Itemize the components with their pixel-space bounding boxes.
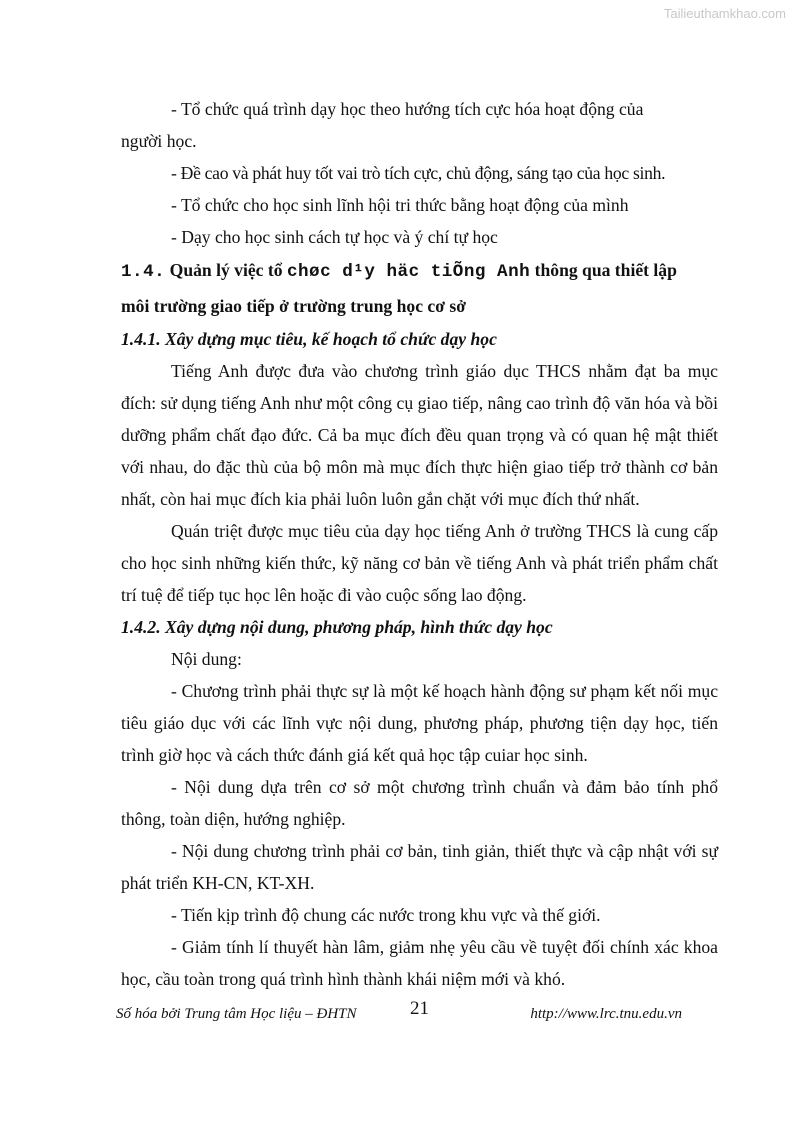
section-heading-line2: môi trường giao tiếp ở trường trung học cơ sở [121, 296, 466, 316]
subsection-title: 1.4.2. Xây dựng nội dung, phương pháp, hình thức dạy học [121, 617, 553, 637]
section-heading [121, 253, 718, 289]
bullet-paragraph-continuation: người học. [121, 131, 197, 151]
bullet-paragraph: - Tổ chức quá trình dạy học theo hướng tích cực hóa hoạt động của [171, 99, 644, 119]
page-content [121, 93, 718, 995]
footer-url: http://www.lrc.tnu.edu.vn [530, 1006, 682, 1022]
list-item: - Tiến kịp trình độ chung các nước trong khu vực và thế giới. [171, 905, 601, 925]
bullet-paragraph: - Đề cao và phát huy tốt vai trò tích cực, chủ động, sáng tạo của học sinh. [171, 163, 666, 183]
list-item: - Chương trình phải thực sự là một kế hoạch hành động sư phạm kết nối mục tiêu giáo dục với các lĩnh vực nội dung, phương pháp, phương tiện dạy học, tiến trình giờ học và cách thức đánh giá kết quả học tập cuiar học sinh. [121, 681, 718, 765]
page-footer [116, 998, 682, 1026]
body-paragraph: Tiếng Anh được đưa vào chương trình giáo dục THCS nhằm đạt ba mục đích: sử dụng tiếng Anh như một công cụ giao tiếp, nâng cao trình độ văn hóa và bồi dưỡng phẩm chất đạo đức. Cả ba mục đích đều quan trọng và có quan hệ mật thiết với nhau, do đặc thù của bộ môn mà mục đích thực hiện giao tiếp trở thành cơ bản nhất, còn hai mục đích kia phải luôn luôn gắn chặt với mục đích thứ nhất. [121, 361, 718, 509]
section-title-legacy-font: chøc d¹y häc tiÕng Anh [286, 262, 531, 282]
footer-source: Số hóa bởi Trung tâm Học liệu – ĐHTN [116, 1006, 357, 1022]
subsection-title: 1.4.1. Xây dựng mục tiêu, kế hoạch tổ chức dạy học [121, 329, 497, 349]
bullet-paragraph: - Dạy cho học sinh cách tự học và ý chí tự học [171, 227, 498, 247]
list-item: - Giảm tính lí thuyết hàn lâm, giảm nhẹ yêu cầu về tuyệt đối chính xác khoa học, cầu toàn trong quá trình hình thành khái niệm mới và khó. [121, 937, 718, 989]
body-paragraph: Quán triệt được mục tiêu của dạy học tiếng Anh ở trường THCS là cung cấp cho học sinh những kiến thức, kỹ năng cơ bản về tiếng Anh và phát triển phẩm chất trí tuệ để tiếp tục học lên hoặc đi vào cuộc sống lao động. [121, 521, 718, 605]
list-item: - Nội dung chương trình phải cơ bản, tinh giản, thiết thực và cập nhật với sự phát triển KH-CN, KT-XH. [121, 841, 718, 893]
section-number: 1.4. [121, 262, 166, 282]
bullet-paragraph: - Tổ chức cho học sinh lĩnh hội tri thức bằng hoạt động của mình [171, 195, 629, 215]
content-label: Nội dung: [171, 649, 242, 669]
watermark: Tailieuthamkhao.com [663, 6, 786, 21]
page-number: 21 [410, 998, 429, 1019]
list-item: - Nội dung dựa trên cơ sở một chương trình chuẩn và đảm bảo tính phổ thông, toàn diện, hướng nghiệp. [121, 777, 718, 829]
section-title-part: thông qua thiết lập [534, 260, 677, 280]
section-title-part: Quản lý việc tổ [169, 260, 283, 280]
